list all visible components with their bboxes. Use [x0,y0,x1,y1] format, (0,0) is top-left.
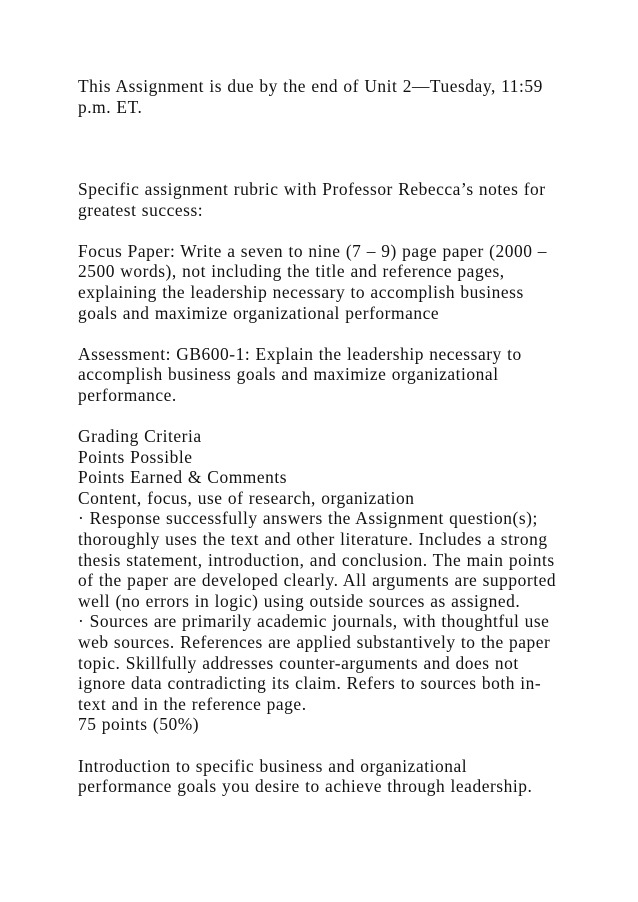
text-line: web sources. References are applied substantively to the paper [78,632,551,653]
blank-line [78,406,623,427]
blank-line [78,220,623,241]
text-line: performance goals you desire to achieve through leadership. [78,776,533,797]
text-line: Content, focus, use of research, organization [78,487,415,508]
text-line: goals and maximize organizational performance [78,302,440,323]
document-body [78,76,623,797]
text-line: · Sources are primarily academic journals, with thoughtful use [78,611,550,632]
text-line: 75 points (50%) [78,714,200,735]
text-line: Grading Criteria [78,426,202,447]
blank-line [78,138,623,159]
blank-line [78,323,623,344]
text-line: accomplish business goals and maximize organizational [78,364,499,385]
blank-line [78,117,623,138]
text-line: p.m. ET. [78,96,143,117]
text-line: Specific assignment rubric with Professor Rebecca’s notes for [78,178,546,199]
text-line: of the paper are developed clearly. All arguments are supported [78,570,557,591]
text-line: well (no errors in logic) using outside sources as assigned. [78,590,521,611]
text-line: thesis statement, introduction, and conclusion. The main points [78,549,555,570]
text-line: greatest success: [78,199,204,220]
text-line: 2500 words), not including the title and reference pages, [78,261,505,282]
text-line: Assessment: GB600-1: Explain the leadership necessary to [78,343,522,364]
text-line: Introduction to specific business and organizational [78,755,468,776]
blank-line [78,158,623,179]
text-line: explaining the leadership necessary to accomplish business [78,281,524,302]
text-line: ignore data contradicting its claim. Refers to sources both in- [78,673,542,694]
text-line: This Assignment is due by the end of Unit 2—Tuesday, 11:59 [78,76,543,96]
text-line: topic. Skillfully addresses counter-arguments and does not [78,652,519,673]
text-line: · Response successfully answers the Assignment question(s); [78,508,538,529]
text-line: Points Earned & Comments [78,467,288,488]
text-line: text and in the reference page. [78,693,307,714]
text-line: Focus Paper: Write a seven to nine (7 – 9) page paper (2000 – [78,240,547,261]
text-line: Points Possible [78,446,193,467]
blank-line [78,735,623,756]
text-line: thoroughly uses the text and other literature. Includes a strong [78,529,548,550]
text-line: performance. [78,384,177,405]
